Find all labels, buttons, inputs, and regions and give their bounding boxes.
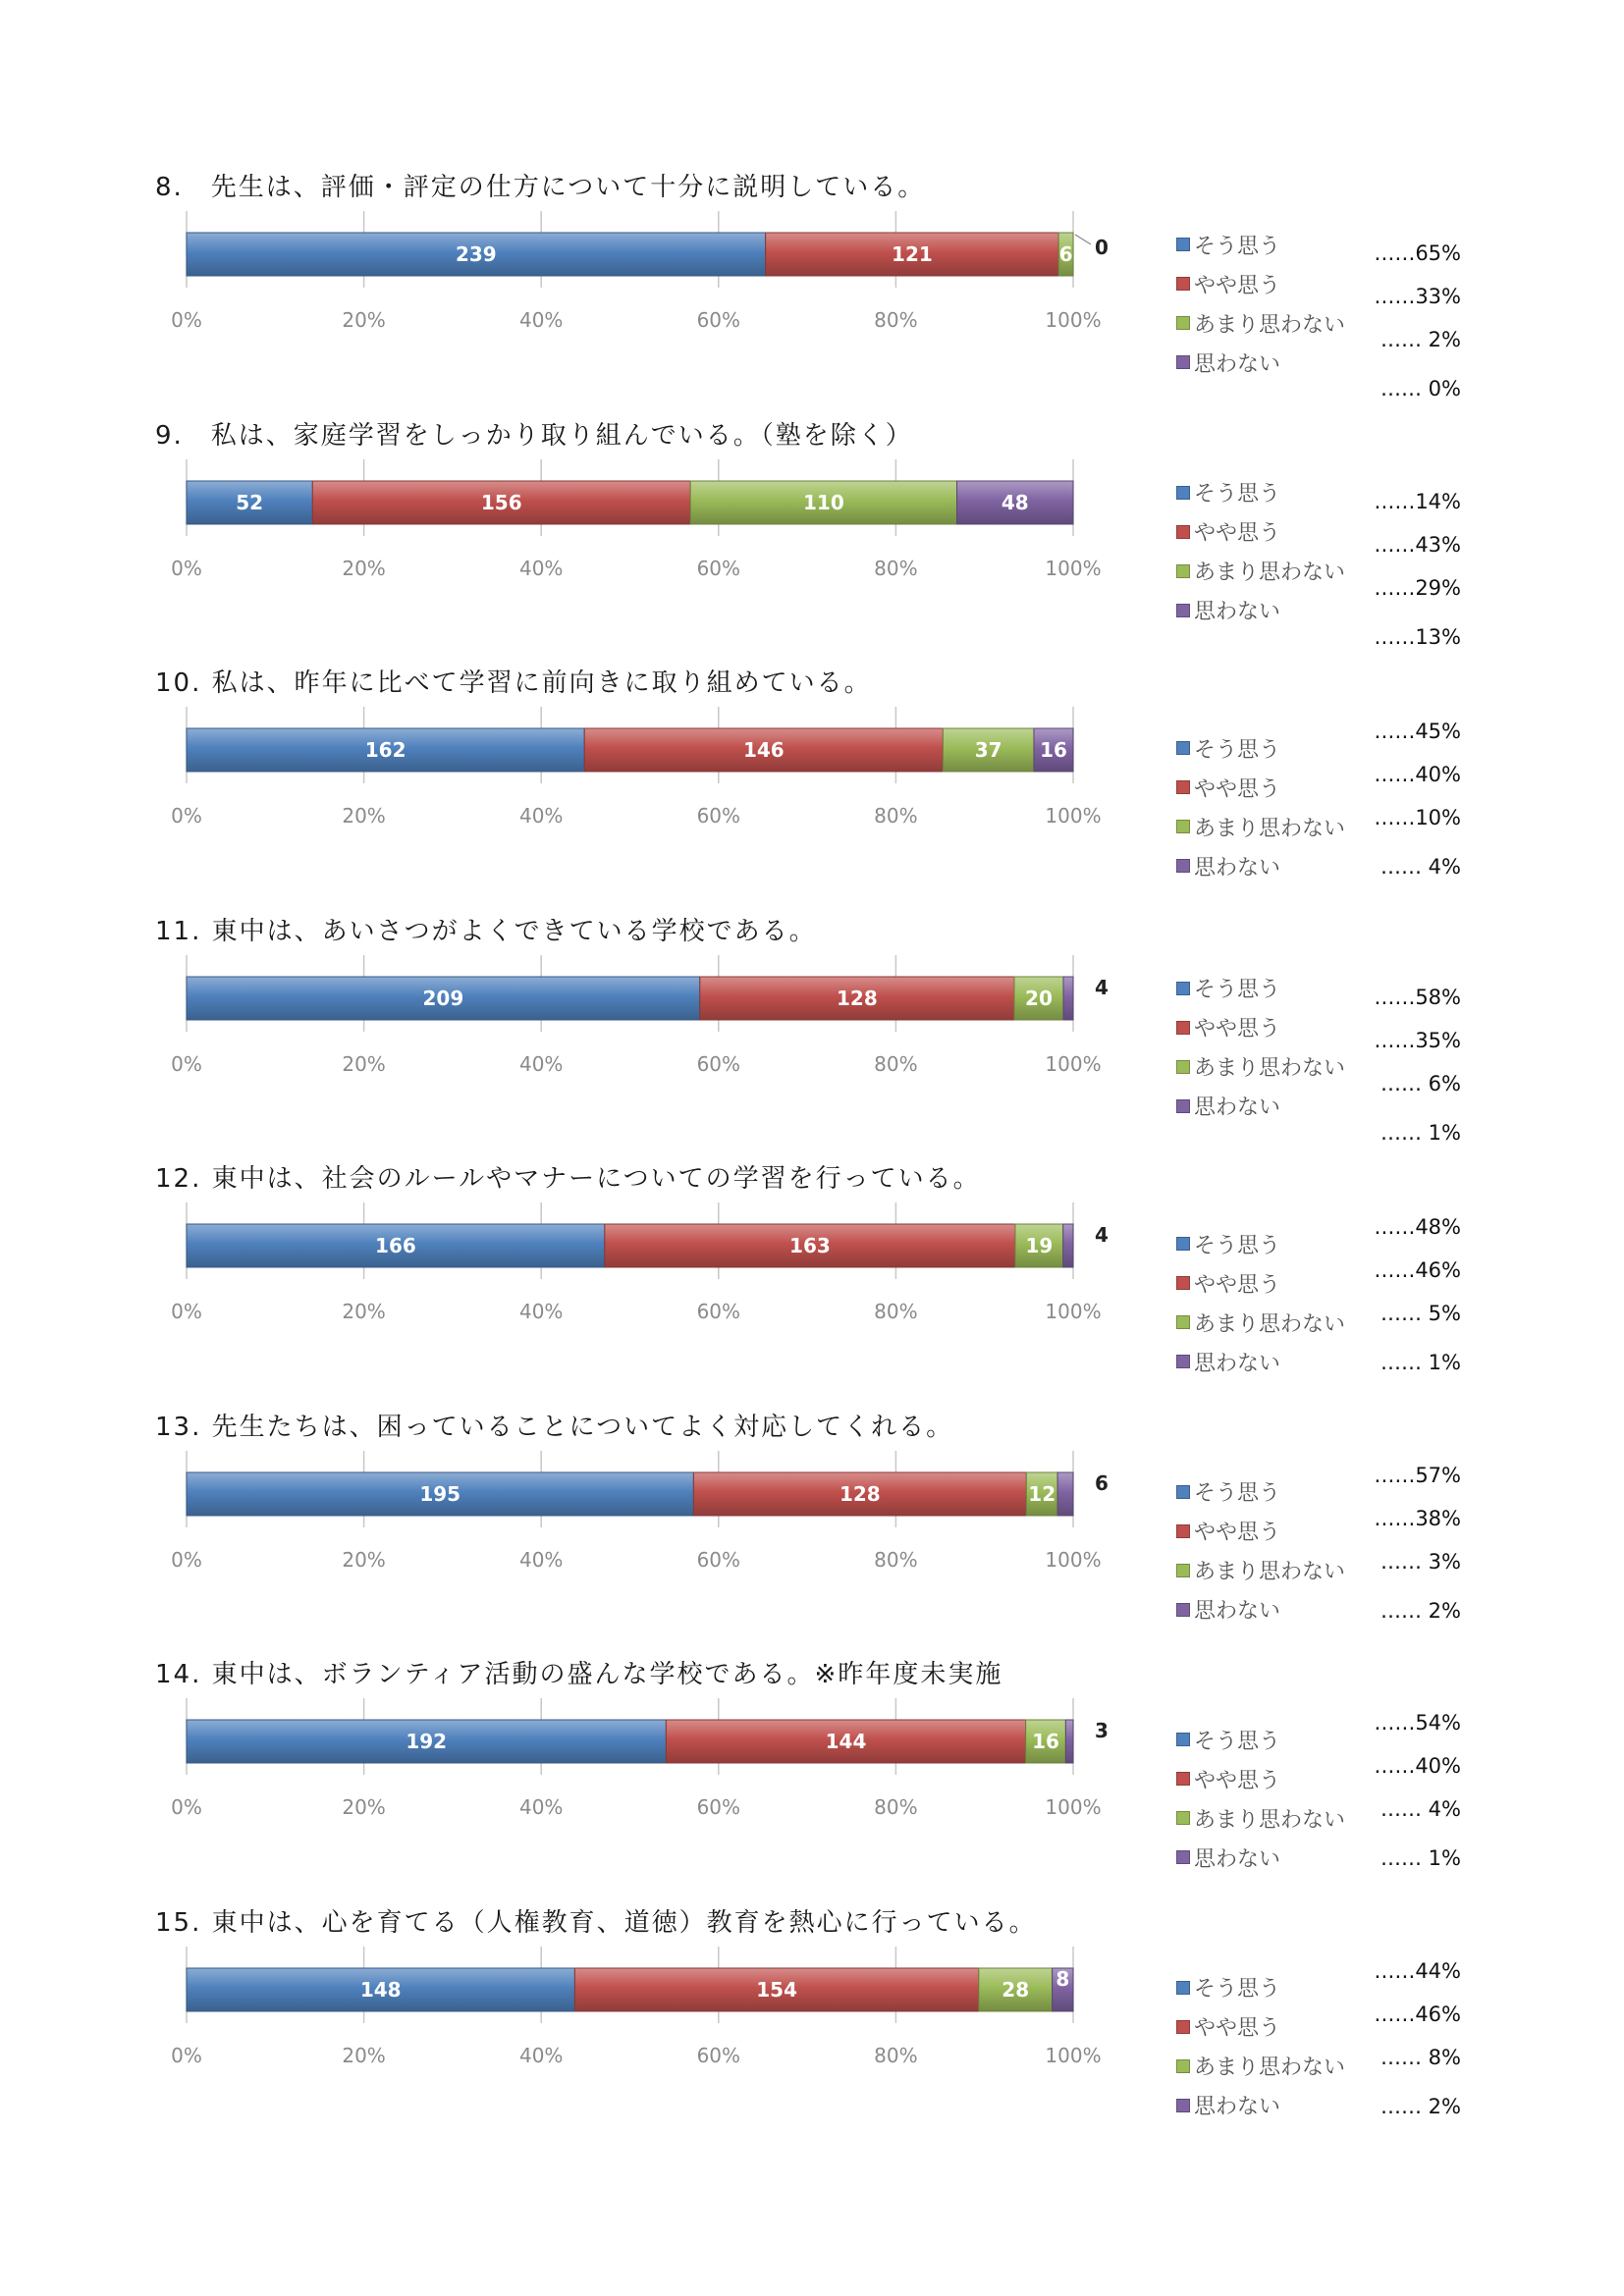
data-label: 146 bbox=[742, 738, 785, 762]
data-label: 239 bbox=[455, 242, 497, 266]
x-tick-label: 0% bbox=[171, 1547, 202, 1572]
legend-item bbox=[1176, 478, 1280, 507]
stacked-bar-chart bbox=[157, 881, 1139, 1078]
legend-item bbox=[1176, 1842, 1280, 1872]
legend-swatch bbox=[1176, 780, 1190, 794]
legend-label: 思わない bbox=[1194, 351, 1281, 377]
data-label: 166 bbox=[375, 1234, 416, 1257]
x-tick-label: 80% bbox=[874, 1300, 918, 1323]
percent-label: …… 3% bbox=[1380, 1549, 1461, 1574]
legend-swatch bbox=[1176, 859, 1190, 873]
bar-segment bbox=[1065, 1720, 1073, 1763]
legend-label: そう思う bbox=[1194, 482, 1281, 507]
data-label: 6 bbox=[1095, 1470, 1109, 1495]
legend-label: あまり思わない bbox=[1194, 1311, 1346, 1337]
data-label: 19 bbox=[1025, 1234, 1054, 1257]
legend-item bbox=[1176, 812, 1345, 841]
x-tick-label: 100% bbox=[1045, 1300, 1102, 1323]
legend-item bbox=[1176, 1477, 1280, 1507]
legend-item bbox=[1176, 851, 1280, 881]
percent-label: ……48% bbox=[1374, 1215, 1461, 1239]
legend-swatch bbox=[1176, 604, 1190, 617]
legend-swatch bbox=[1176, 1564, 1190, 1577]
x-tick-label: 0% bbox=[171, 1795, 202, 1819]
legend-item bbox=[1176, 1013, 1280, 1042]
stacked-bar-chart bbox=[157, 633, 1139, 829]
percent-label: ……54% bbox=[1374, 1711, 1461, 1735]
legend-swatch bbox=[1176, 1021, 1190, 1035]
legend-label: やや思う bbox=[1194, 273, 1281, 298]
x-tick-label: 20% bbox=[342, 1795, 386, 1819]
legend-label: あまり思わない bbox=[1194, 561, 1346, 585]
x-tick-label: 80% bbox=[874, 2043, 918, 2067]
legend-label: あまり思わない bbox=[1194, 1807, 1346, 1833]
legend-swatch bbox=[1176, 1524, 1190, 1538]
percent-label: …… 2% bbox=[1380, 1598, 1461, 1623]
legend-label: 思わない bbox=[1194, 1846, 1281, 1872]
data-label: 128 bbox=[839, 1481, 881, 1506]
x-tick-label: 100% bbox=[1045, 1547, 1102, 1572]
legend-swatch bbox=[1176, 741, 1190, 755]
percent-label: …… 2% bbox=[1380, 328, 1461, 351]
legend-label: やや思う bbox=[1194, 776, 1281, 802]
data-label: 4 bbox=[1095, 1223, 1109, 1247]
legend-label: そう思う bbox=[1194, 1481, 1281, 1506]
x-tick-label: 60% bbox=[696, 804, 741, 828]
legend-swatch bbox=[1176, 982, 1190, 995]
bar-segment bbox=[1063, 1224, 1073, 1267]
data-label: 192 bbox=[406, 1730, 448, 1753]
data-label: 148 bbox=[359, 1977, 402, 2002]
leader-line bbox=[1075, 235, 1091, 244]
question-title: 13. 先生たちは、困っていることについてよく対応してくれる。 bbox=[155, 1412, 954, 1442]
question-title: 9. 私は、家庭学習をしっかり取り組んでいる。（塾を除く） bbox=[155, 420, 913, 451]
legend-swatch bbox=[1176, 277, 1190, 291]
legend-swatch bbox=[1176, 525, 1190, 539]
legend-swatch bbox=[1176, 355, 1190, 369]
data-label: 8 bbox=[1056, 1966, 1070, 1991]
data-label: 195 bbox=[419, 1481, 461, 1506]
legend-swatch bbox=[1176, 1099, 1190, 1113]
legend-swatch bbox=[1176, 1276, 1190, 1290]
x-tick-label: 40% bbox=[518, 556, 564, 580]
legend-swatch bbox=[1176, 2059, 1190, 2073]
data-label: 16 bbox=[1032, 1730, 1059, 1753]
bar-segment bbox=[1063, 977, 1073, 1020]
legend-item bbox=[1176, 1973, 1280, 2002]
x-tick-label: 20% bbox=[342, 556, 386, 580]
x-tick-label: 40% bbox=[518, 1300, 564, 1323]
legend-label: 思わない bbox=[1194, 2095, 1281, 2119]
percent-label: ……46% bbox=[1374, 2002, 1461, 2026]
percent-label: ……43% bbox=[1374, 532, 1461, 557]
legend-label: そう思う bbox=[1194, 737, 1281, 763]
question-title: 15. 東中は、心を育てる（人権教育、道徳）教育を熱心に行っている。 bbox=[155, 1907, 1037, 1938]
legend-label: あまり思わない bbox=[1194, 2056, 1346, 2080]
percent-label: ……44% bbox=[1374, 1958, 1461, 1983]
legend-label: そう思う bbox=[1194, 1233, 1281, 1258]
legend-swatch bbox=[1176, 238, 1190, 251]
x-tick-label: 80% bbox=[874, 1051, 918, 1076]
legend-label: やや思う bbox=[1194, 2016, 1281, 2041]
x-tick-label: 100% bbox=[1045, 1795, 1102, 1819]
x-tick-label: 60% bbox=[696, 1051, 741, 1076]
legend-item bbox=[1176, 2012, 1280, 2042]
legend-label: 思わない bbox=[1194, 1351, 1281, 1376]
percent-label: ……35% bbox=[1374, 1028, 1461, 1052]
legend-item bbox=[1176, 1764, 1280, 1793]
x-tick-label: 0% bbox=[171, 804, 202, 828]
legend-item bbox=[1176, 308, 1345, 338]
legend-item bbox=[1176, 1595, 1280, 1625]
legend-label: 思わない bbox=[1194, 1095, 1281, 1120]
x-tick-label: 100% bbox=[1045, 1051, 1102, 1076]
bar-segment bbox=[1057, 1472, 1073, 1516]
legend-swatch bbox=[1176, 1733, 1190, 1746]
x-tick-label: 0% bbox=[171, 1300, 202, 1323]
percent-label: …… 1% bbox=[1380, 1846, 1461, 1870]
percent-label: ……65% bbox=[1374, 241, 1461, 265]
legend-swatch bbox=[1176, 1485, 1190, 1499]
legend-label: あまり思わない bbox=[1194, 816, 1346, 841]
x-tick-label: 0% bbox=[171, 556, 202, 580]
x-tick-label: 60% bbox=[696, 308, 741, 332]
question-title: 11. 東中は、あいさつがよくできている学校である。 bbox=[155, 916, 817, 946]
legend-item bbox=[1176, 2091, 1280, 2120]
legend-swatch bbox=[1176, 1603, 1190, 1617]
legend-item bbox=[1176, 1556, 1345, 1585]
legend-item bbox=[1176, 1052, 1345, 1082]
percent-label: …… 1% bbox=[1380, 1120, 1461, 1145]
data-label: 16 bbox=[1040, 738, 1067, 762]
data-label: 4 bbox=[1095, 975, 1109, 999]
legend-item bbox=[1176, 230, 1280, 259]
legend-swatch bbox=[1176, 1060, 1190, 1074]
percent-label: ……14% bbox=[1374, 489, 1461, 513]
legend-swatch bbox=[1176, 2099, 1190, 2112]
data-label: 162 bbox=[364, 738, 406, 762]
data-label: 52 bbox=[236, 490, 264, 514]
x-tick-label: 60% bbox=[696, 556, 741, 580]
x-tick-label: 60% bbox=[696, 2043, 741, 2067]
legend-item bbox=[1176, 269, 1280, 298]
percent-label: ……40% bbox=[1374, 1754, 1461, 1778]
legend-item bbox=[1176, 1725, 1280, 1754]
data-label: 163 bbox=[789, 1234, 831, 1257]
legend-swatch bbox=[1176, 486, 1190, 500]
legend-item bbox=[1176, 557, 1345, 586]
legend-label: あまり思わない bbox=[1194, 312, 1346, 338]
data-label: 121 bbox=[892, 242, 933, 266]
legend-label: やや思う bbox=[1194, 521, 1281, 546]
legend-item bbox=[1176, 1347, 1280, 1376]
x-tick-label: 20% bbox=[342, 2043, 386, 2067]
stacked-bar-chart bbox=[157, 1377, 1139, 1574]
legend-item bbox=[1176, 1308, 1345, 1337]
question-title: 12. 東中は、社会のルールやマナーについての学習を行っている。 bbox=[155, 1164, 981, 1194]
percent-label: …… 0% bbox=[1380, 377, 1461, 400]
legend-label: そう思う bbox=[1194, 978, 1281, 1002]
data-label: 37 bbox=[974, 738, 1002, 762]
x-tick-label: 20% bbox=[342, 308, 386, 332]
data-label: 6 bbox=[1058, 242, 1073, 266]
data-label: 28 bbox=[1001, 1977, 1030, 2002]
x-tick-label: 0% bbox=[171, 308, 202, 332]
percent-label: ……29% bbox=[1374, 575, 1461, 600]
legend-label: そう思う bbox=[1194, 1729, 1281, 1754]
x-tick-label: 100% bbox=[1045, 2043, 1102, 2067]
x-tick-label: 20% bbox=[342, 1300, 386, 1323]
x-tick-label: 100% bbox=[1045, 556, 1102, 580]
legend-item bbox=[1176, 517, 1280, 547]
x-tick-label: 60% bbox=[696, 1795, 741, 1819]
legend-item bbox=[1176, 2052, 1345, 2081]
legend-swatch bbox=[1176, 1850, 1190, 1864]
x-tick-label: 0% bbox=[171, 2043, 202, 2067]
x-tick-label: 100% bbox=[1045, 804, 1102, 828]
legend-swatch bbox=[1176, 316, 1190, 330]
x-tick-label: 40% bbox=[518, 308, 564, 332]
data-label: 128 bbox=[837, 986, 878, 1010]
percent-label: …… 4% bbox=[1380, 1797, 1461, 1821]
legend-item bbox=[1176, 1517, 1280, 1546]
x-tick-label: 80% bbox=[874, 556, 918, 580]
legend-swatch bbox=[1176, 820, 1190, 833]
x-tick-label: 40% bbox=[518, 2043, 564, 2067]
legend-swatch bbox=[1176, 2020, 1190, 2034]
legend-swatch bbox=[1176, 1981, 1190, 1995]
stacked-bar-chart bbox=[157, 1625, 1139, 1821]
legend-swatch bbox=[1176, 1811, 1190, 1825]
x-tick-label: 40% bbox=[518, 1051, 564, 1076]
legend-item bbox=[1176, 1268, 1280, 1298]
x-tick-label: 40% bbox=[518, 1795, 564, 1819]
stacked-bar-chart bbox=[157, 137, 1139, 334]
data-label: 110 bbox=[803, 490, 844, 514]
percent-label: ……58% bbox=[1374, 985, 1461, 1009]
legend-item bbox=[1176, 773, 1280, 802]
percent-label: …… 2% bbox=[1380, 2094, 1461, 2118]
legend-label: やや思う bbox=[1194, 1017, 1281, 1041]
x-tick-label: 80% bbox=[874, 308, 918, 332]
legend-label: 思わない bbox=[1194, 1599, 1281, 1624]
x-tick-label: 20% bbox=[342, 1051, 386, 1076]
percent-label: ……45% bbox=[1374, 720, 1461, 743]
legend-swatch bbox=[1176, 1237, 1190, 1251]
x-tick-label: 40% bbox=[518, 1547, 564, 1572]
data-label: 156 bbox=[480, 490, 522, 514]
percent-label: …… 5% bbox=[1380, 1302, 1461, 1325]
legend-item bbox=[1176, 733, 1280, 763]
legend-label: やや思う bbox=[1194, 1521, 1281, 1545]
legend-swatch bbox=[1176, 1355, 1190, 1368]
legend-swatch bbox=[1176, 1772, 1190, 1786]
legend-item bbox=[1176, 347, 1280, 377]
legend-label: やや思う bbox=[1194, 1768, 1281, 1793]
legend-label: あまり思わない bbox=[1194, 1560, 1346, 1584]
legend-swatch bbox=[1176, 1315, 1190, 1329]
legend-label: 思わない bbox=[1194, 855, 1281, 881]
x-tick-label: 40% bbox=[518, 804, 564, 828]
x-tick-label: 60% bbox=[696, 1547, 741, 1572]
x-tick-label: 100% bbox=[1045, 308, 1102, 332]
legend-item bbox=[1176, 974, 1280, 1003]
legend-label: あまり思わない bbox=[1194, 1056, 1346, 1081]
x-tick-label: 80% bbox=[874, 1795, 918, 1819]
legend-item bbox=[1176, 596, 1280, 625]
data-label: 48 bbox=[1001, 490, 1029, 514]
data-label: 144 bbox=[825, 1730, 867, 1753]
data-label: 3 bbox=[1095, 1719, 1109, 1742]
stacked-bar-chart bbox=[157, 386, 1139, 582]
legend-item bbox=[1176, 1092, 1280, 1121]
percent-label: ……10% bbox=[1374, 806, 1461, 829]
x-tick-label: 80% bbox=[874, 804, 918, 828]
legend-label: やや思う bbox=[1194, 1272, 1281, 1298]
percent-label: ……46% bbox=[1374, 1258, 1461, 1282]
question-title: 10. 私は、昨年に比べて学習に前向きに取り組めている。 bbox=[155, 668, 872, 698]
data-label: 12 bbox=[1028, 1481, 1056, 1506]
x-tick-label: 60% bbox=[696, 1300, 741, 1323]
percent-label: ……57% bbox=[1374, 1463, 1461, 1487]
legend-swatch bbox=[1176, 564, 1190, 578]
percent-label: …… 4% bbox=[1380, 855, 1461, 879]
x-tick-label: 0% bbox=[171, 1051, 202, 1076]
percent-label: …… 1% bbox=[1380, 1351, 1461, 1374]
x-tick-label: 20% bbox=[342, 1547, 386, 1572]
legend-label: そう思う bbox=[1194, 1977, 1281, 2002]
legend-label: 思わない bbox=[1194, 600, 1281, 624]
percent-label: ……38% bbox=[1374, 1506, 1461, 1530]
x-tick-label: 20% bbox=[342, 804, 386, 828]
data-label: 0 bbox=[1095, 236, 1109, 259]
legend-item bbox=[1176, 1803, 1345, 1833]
percent-label: …… 8% bbox=[1380, 2045, 1461, 2069]
legend-item bbox=[1176, 1229, 1280, 1258]
percent-label: ……40% bbox=[1374, 763, 1461, 786]
x-tick-label: 80% bbox=[874, 1547, 918, 1572]
stacked-bar-chart bbox=[157, 1873, 1139, 2069]
stacked-bar-chart bbox=[157, 1129, 1139, 1325]
data-label: 209 bbox=[422, 986, 464, 1010]
data-label: 20 bbox=[1025, 986, 1053, 1010]
percent-label: …… 6% bbox=[1380, 1071, 1461, 1095]
percent-label: ……33% bbox=[1374, 285, 1461, 308]
question-title: 14. 東中は、ボランティア活動の盛んな学校である。※昨年度未実施 bbox=[155, 1660, 1003, 1689]
legend-label: そう思う bbox=[1194, 234, 1281, 259]
percent-label: ……13% bbox=[1374, 624, 1461, 649]
question-title: 8. 先生は、評価・評定の仕方について十分に説明している。 bbox=[155, 173, 926, 202]
data-label: 154 bbox=[756, 1977, 797, 2002]
